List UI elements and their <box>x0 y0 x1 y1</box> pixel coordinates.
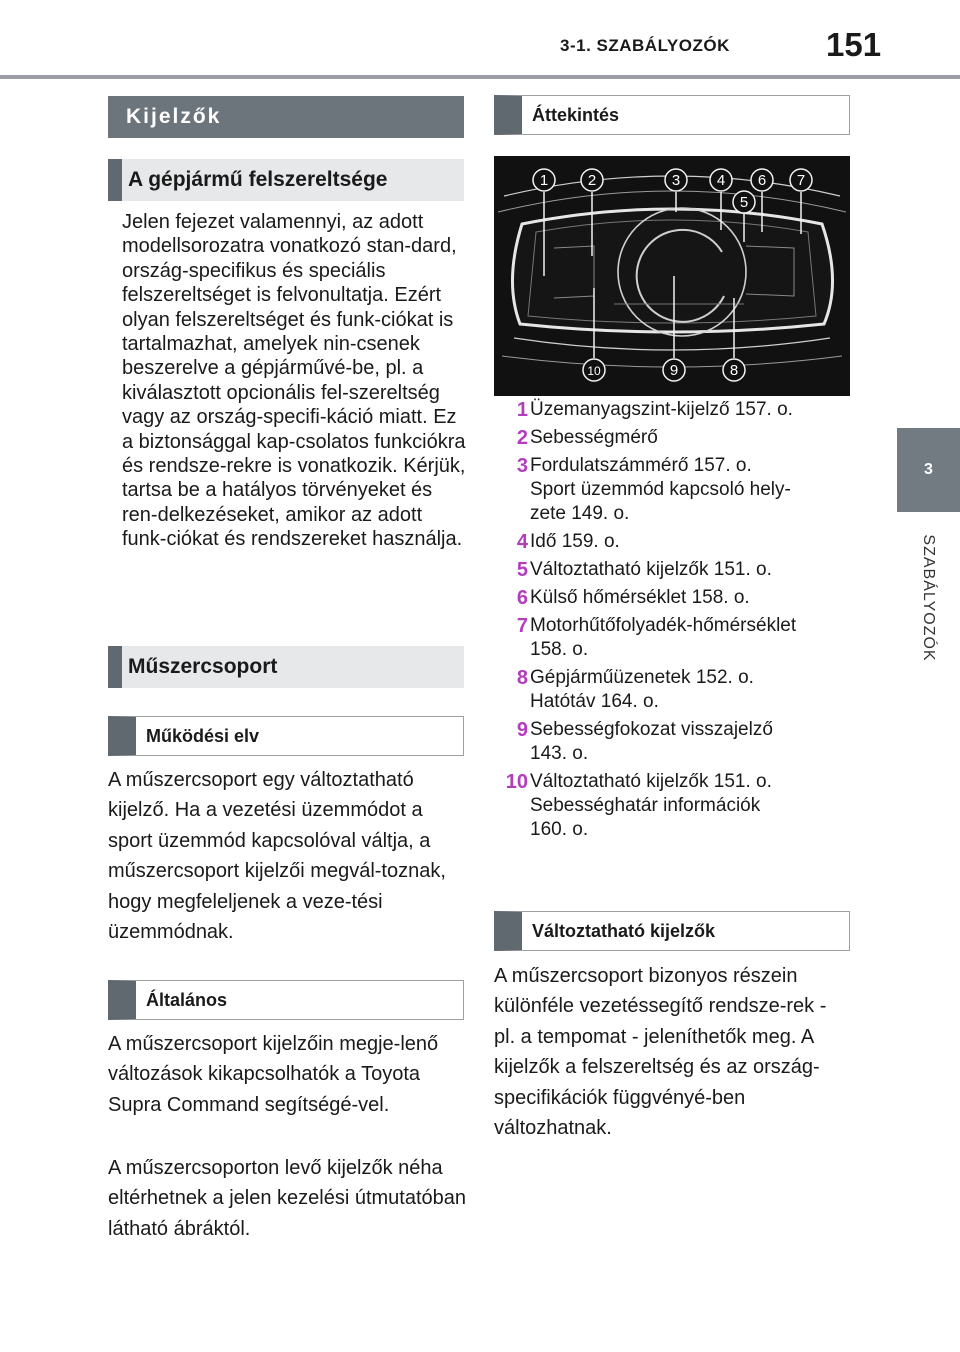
principle-text: A műszercsoport egy változtatható kijelző. Ha a vezetési üzemmódot a sport üzemmód kapcsolóval váltja, a műszercsoport kijelzői megvál-toznak, hogy megfeleljenek a veze-tési üzemmódnak. <box>108 769 446 944</box>
overview-heading-text: Áttekintés <box>532 104 620 125</box>
legend-item <box>494 666 850 714</box>
legend-number: 4 <box>516 531 528 553</box>
chapter-number: 3 <box>924 461 933 478</box>
vehicle-equipment-heading-text: A gépjármű felszereltsége <box>128 168 388 191</box>
legend-item <box>494 454 850 526</box>
callout-label: 6 <box>757 172 767 189</box>
legend-text: Idő 159. o. <box>530 531 620 552</box>
callout-4 <box>710 169 732 191</box>
callout-9 <box>663 359 685 381</box>
callout-1 <box>533 169 555 191</box>
callout-label: 9 <box>669 362 679 379</box>
legend-item <box>494 614 850 662</box>
callout-label: 3 <box>671 172 681 189</box>
legend-number: 1 <box>516 399 528 421</box>
legend-number: 2 <box>516 427 528 449</box>
callout-8 <box>723 359 745 381</box>
legend-text: Sebességfokozat visszajelző 143. o. <box>530 719 773 764</box>
legend-item <box>494 718 850 766</box>
main-heading-text: Kijelzők <box>126 105 222 128</box>
callout-label: 5 <box>739 194 749 211</box>
callout-2 <box>581 169 603 191</box>
section-title: 3-1. SZABÁLYOZÓK <box>560 36 730 55</box>
general-heading-text: Általános <box>146 989 228 1010</box>
callout-7 <box>790 169 812 191</box>
legend-text: Változtatható kijelzők 151. o. <box>530 559 772 580</box>
variable-displays-heading <box>494 911 850 951</box>
callout-label: 1 <box>539 172 549 189</box>
main-heading <box>108 96 464 138</box>
legend-list <box>494 398 850 846</box>
legend-number: 8 <box>516 667 528 689</box>
instrument-cluster-heading <box>108 646 464 688</box>
callout-label: 10 <box>587 364 601 378</box>
callout-6 <box>751 169 773 191</box>
vehicle-equipment-text: Jelen fejezet valamennyi, az adott modellsorozatra vonatkozó stan-dard, ország-specifikus és speciális felszereltséget is felvonultatja. Ezért olyan felszereltséget és funk-ciókat is tartalmazhat, amelyek nin-csenek beszerelve a gépjárművé-be, pl. a kiválasztott opcionális fel-szereltség vagy az ország-specifi-káció miatt. Ez a biztonsággal kap-csolatos funkciókra és rendsze-rekre is vonatkozik. Kérjük, tartsa be a hatályos törvényeket és ren-delkezéseket, amikor az adott funk-ciókat és rendszereket használja. <box>122 211 466 551</box>
page-number: 151 <box>826 26 882 63</box>
variable-displays-text: A műszercsoport bizonyos részein különféle vezetéssegítő rendsze-rek - pl. a tempomat - jeleníthetők meg. A kijelzők a felszereltség és az ország-specifikációk függvényé-ben változhatnak. <box>494 965 827 1140</box>
callout-label: 8 <box>729 362 739 379</box>
general-heading <box>108 980 464 1020</box>
chapter-tab <box>897 428 960 512</box>
principle-heading-text: Működési elv <box>146 725 260 746</box>
vehicle-equipment-heading <box>108 159 464 201</box>
instrument-cluster-heading-text: Műszercsoport <box>128 655 278 678</box>
principle-heading <box>108 716 464 756</box>
legend-number: 6 <box>516 587 528 609</box>
legend-number: 10 <box>505 771 528 793</box>
callout-label: 2 <box>587 172 597 189</box>
general-text-1: A műszercsoport kijelzőin megje-lenő változások kikapcsolhatók a Toyota Supra Command segítségé-vel. <box>108 1033 439 1116</box>
callout-10 <box>583 359 605 381</box>
legend-text: Gépjárműüzenetek 152. o. Hatótáv 164. o. <box>530 667 754 712</box>
legend-number: 5 <box>516 559 528 581</box>
legend-text: Üzemanyagszint-kijelző 157. o. <box>530 399 793 420</box>
chapter-label: SZABÁLYOZÓK <box>920 534 937 662</box>
legend-text: Fordulatszámmérő 157. o. Sport üzemmód kapcsoló hely- zete 149. o. <box>530 455 791 524</box>
legend-number: 9 <box>516 719 528 741</box>
header-divider <box>0 75 960 79</box>
legend-item <box>494 586 850 610</box>
variable-displays-heading-text: Változtatható kijelzők <box>532 920 716 941</box>
instrument-cluster-figure <box>494 156 850 396</box>
callout-label: 7 <box>796 172 806 189</box>
legend-item <box>494 770 850 842</box>
legend-text: Sebességmérő <box>530 427 658 448</box>
callout-5 <box>733 191 755 213</box>
legend-item <box>494 398 850 422</box>
legend-text: Változtatható kijelzők 151. o. Sebességhatár információk 160. o. <box>530 771 772 840</box>
legend-number: 3 <box>516 455 528 477</box>
general-text-2: A műszercsoporton levő kijelzők néha eltérhetnek a jelen kezelési útmutatóban látható ábráktól. <box>108 1157 467 1240</box>
callout-3 <box>665 169 687 191</box>
callout-label: 4 <box>716 172 726 189</box>
overview-heading <box>494 95 850 135</box>
legend-text: Motorhűtőfolyadék-hőmérséklet 158. o. <box>530 615 797 660</box>
legend-item <box>494 558 850 582</box>
legend-item <box>494 530 850 554</box>
legend-item <box>494 426 850 450</box>
legend-number: 7 <box>516 615 528 637</box>
legend-text: Külső hőmérséklet 158. o. <box>530 587 750 608</box>
